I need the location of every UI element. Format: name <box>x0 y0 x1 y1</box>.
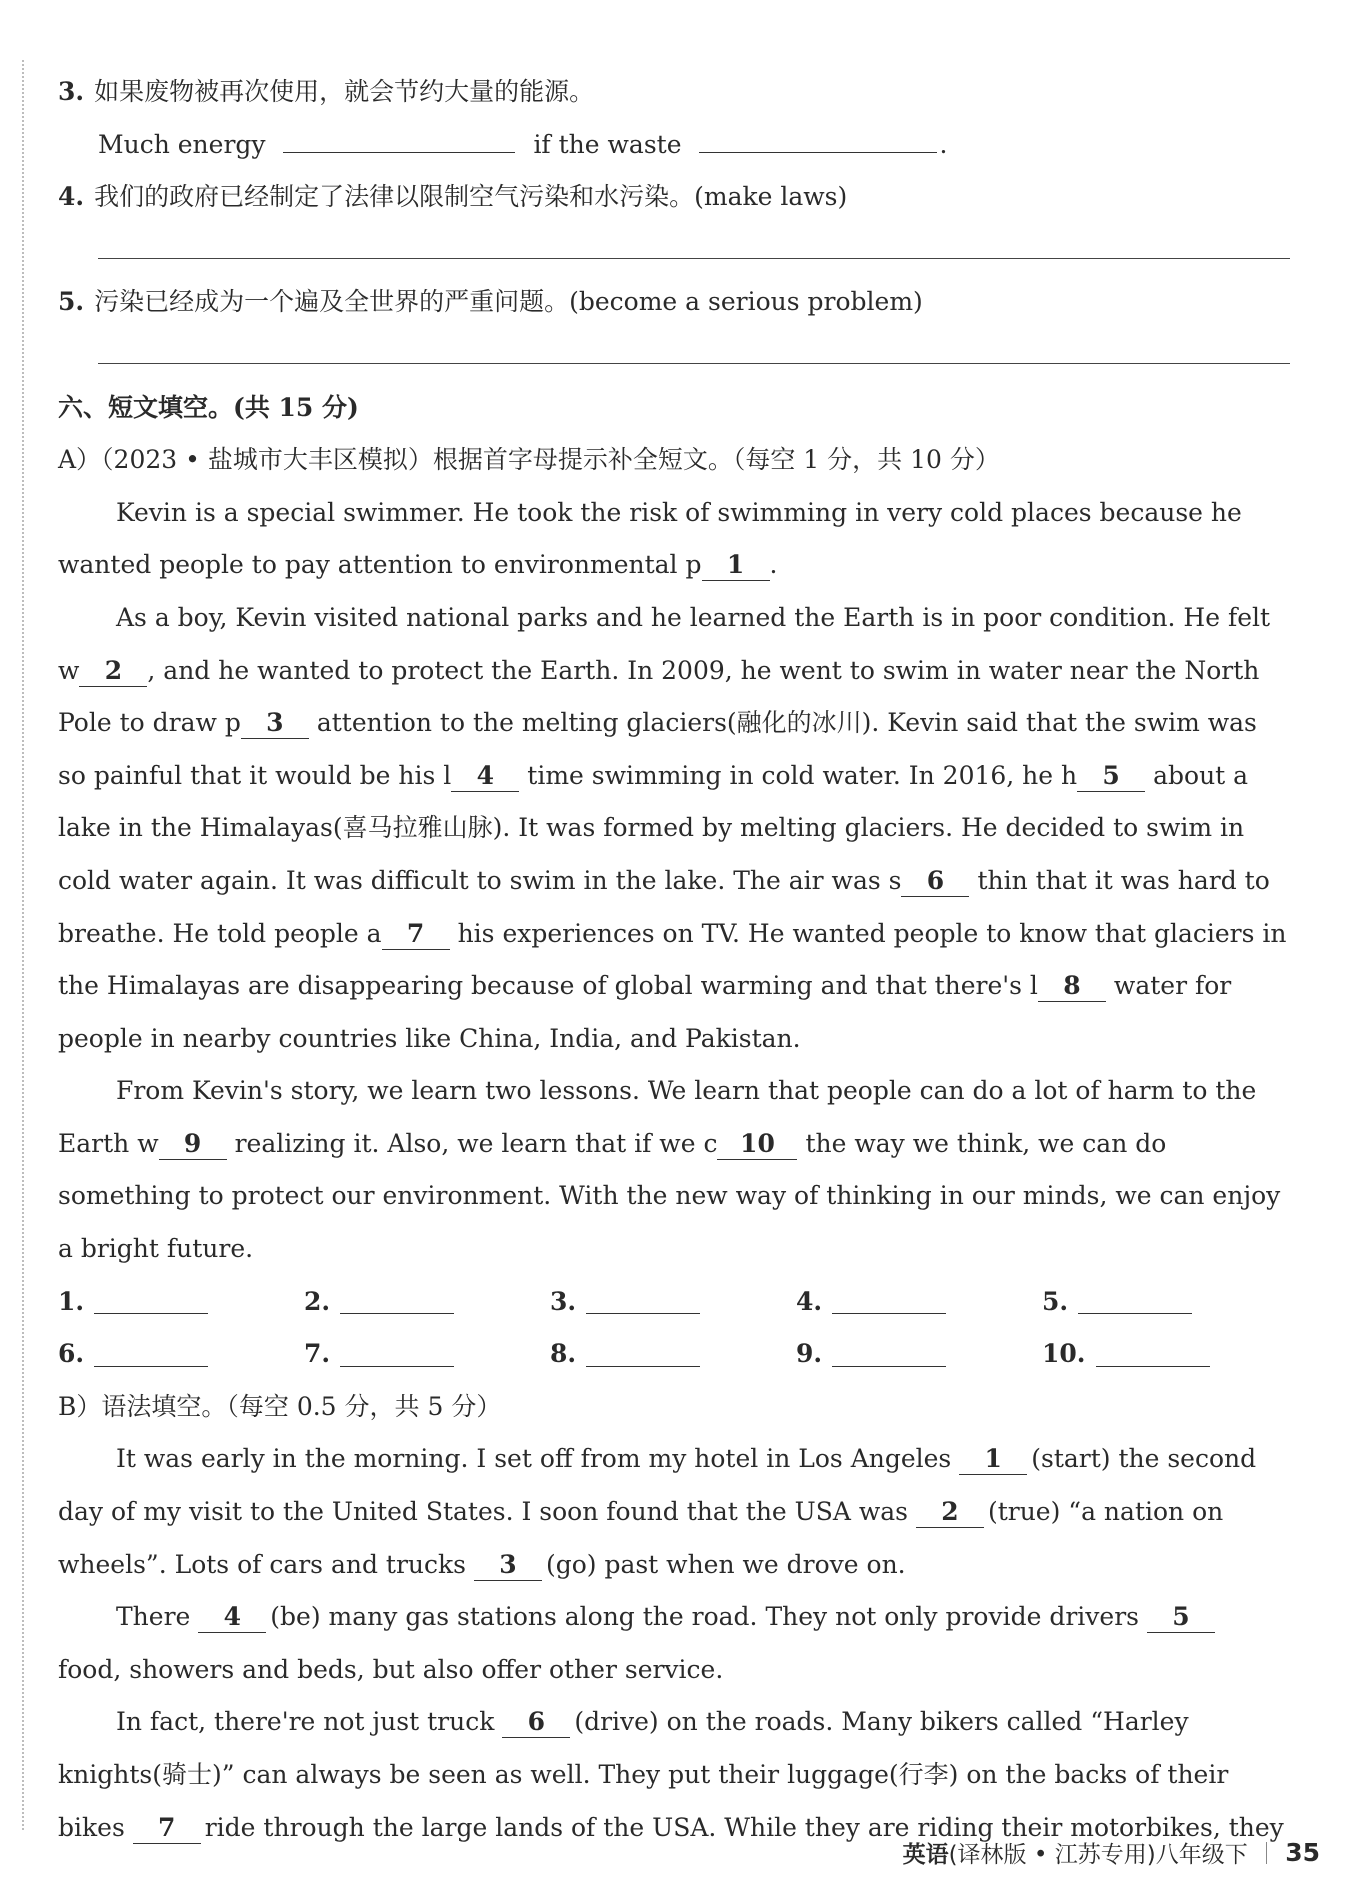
part-a-line-2: wanted people to pay attention to environmental p 1 . <box>58 550 778 580</box>
part-a-line-15: a bright future. <box>58 1234 254 1264</box>
page-number: 35 <box>1285 1838 1320 1867</box>
part-a-line-14: something to protect our environment. With the new way of thinking in our minds, we can enjoy <box>58 1181 1281 1211</box>
part-b-line-2: day of my visit to the United States. I soon found that the USA was 2 (true) “a nation on <box>58 1497 1224 1527</box>
answer-slot[interactable]: 10. <box>1042 1328 1288 1381</box>
footer-edition: (译林版 • 江苏专用)八年级下 <box>948 1842 1248 1868</box>
footer-divider <box>1266 1842 1268 1864</box>
part-b-line-8: bikes 7 ride through the large lands of the USA. While they are riding their motorbikes, they <box>58 1812 1284 1842</box>
answer-slot[interactable]: 8. <box>550 1328 796 1381</box>
margin-dotted-rule <box>22 60 24 1830</box>
page-footer <box>903 1836 1320 1869</box>
answer-slot[interactable]: 2. <box>304 1276 550 1329</box>
gap-a-2[interactable]: 2 <box>79 656 147 687</box>
item-3-sentence: Much energy if the waste . <box>58 119 1290 172</box>
answer-slot[interactable]: 7. <box>304 1328 550 1381</box>
gap-b-6[interactable]: 6 <box>502 1707 570 1738</box>
part-a-line-8: cold water again. It was difficult to swim in the lake. The air was s 6 thin that it was hard to <box>58 865 1270 895</box>
gap-a-4[interactable]: 4 <box>451 761 519 792</box>
gap-a-6[interactable]: 6 <box>901 866 969 897</box>
part-b-title: B）语法填空。（每空 0.5 分，共 5 分） <box>58 1391 502 1421</box>
part-b-line-3: wheels”. Lots of cars and trucks 3 (go) past when we drove on. <box>58 1549 906 1579</box>
item-4-answer-line[interactable] <box>58 224 1290 277</box>
item-4-prompt: 4. 我们的政府已经制定了法律以限制空气污染和水污染。(make laws) <box>58 182 848 212</box>
gap-b-2[interactable]: 2 <box>916 1497 984 1528</box>
gap-a-7[interactable]: 7 <box>382 919 450 950</box>
answer-slot[interactable]: 5. <box>1042 1276 1288 1329</box>
gap-b-7[interactable]: 7 <box>133 1813 201 1844</box>
part-a-line-9: breathe. He told people a 7 his experiences on TV. He wanted people to know that glaciers in <box>58 918 1287 948</box>
gap-b-3[interactable]: 3 <box>474 1550 542 1581</box>
section-6-title: 六、短文填空。(共 15 分) <box>58 392 359 422</box>
answer-slot[interactable]: 6. <box>58 1328 304 1381</box>
part-b-line-7: knights(骑士)” can always be seen as well. They put their luggage(行李) on the backs of their <box>58 1760 1229 1789</box>
part-a-line-7: lake in the Himalayas(喜马拉雅山脉). It was formed by melting glaciers. He decided to swim in <box>58 813 1245 843</box>
footer-subject: 英语 <box>902 1842 949 1868</box>
item-3-chinese: 如果废物被再次使用，就会节约大量的能源。 <box>94 77 595 106</box>
page-content <box>58 66 1290 1854</box>
gap-a-1[interactable]: 1 <box>702 550 770 581</box>
item-3-blank-2[interactable] <box>699 126 937 153</box>
part-b-line-1: It was early in the morning. I set off from my hotel in Los Angeles 1 (start) the second <box>116 1444 1257 1474</box>
item-3-prompt: 3. 如果废物被再次使用，就会节约大量的能源。 <box>58 77 595 106</box>
answer-slot[interactable]: 1. <box>58 1276 304 1329</box>
part-a-title: A）（2023 • 盐城市大丰区模拟）根据首字母提示补全短文。（每空 1 分，共 10 分） <box>58 445 1000 475</box>
answer-row-1 <box>58 1276 1290 1329</box>
item-5-prompt: 5. 污染已经成为一个遍及全世界的严重问题。(become a serious problem) <box>58 287 923 317</box>
item-5-chinese: 污染已经成为一个遍及全世界的严重问题。(become a serious problem) <box>94 287 923 317</box>
part-a-line-1: Kevin is a special swimmer. He took the risk of swimming in very cold places because he <box>116 497 1242 527</box>
gap-a-3[interactable]: 3 <box>241 708 309 739</box>
part-a-line-13: Earth w 9 realizing it. Also, we learn that if we c 10 the way we think, we can do <box>58 1128 1167 1158</box>
item-5-answer-line[interactable] <box>58 329 1290 382</box>
answer-slot[interactable]: 4. <box>796 1276 1042 1329</box>
part-b-line-5: food, showers and beds, but also offer other service. <box>58 1654 724 1684</box>
part-b-line-6: In fact, there're not just truck 6 (drive) on the roads. Many bikers called “Harley <box>116 1707 1189 1737</box>
part-a-line-11: people in nearby countries like China, India, and Pakistan. <box>58 1023 801 1053</box>
item-4-chinese: 我们的政府已经制定了法律以限制空气污染和水污染。(make laws) <box>94 182 848 212</box>
part-a-line-6: so painful that it would be his l 4 time swimming in cold water. In 2016, he h 5 about a <box>58 760 1249 790</box>
gap-b-5[interactable]: 5 <box>1147 1602 1215 1633</box>
gap-a-8[interactable]: 8 <box>1038 971 1106 1002</box>
part-b-line-4: There 4 (be) many gas stations along the road. They not only provide drivers 5 <box>58 1591 1290 1644</box>
gap-a-9[interactable]: 9 <box>159 1129 227 1160</box>
part-a-line-4: w 2 , and he wanted to protect the Earth. In 2009, he went to swim in water near the North <box>58 655 1260 685</box>
part-a-line-12: From Kevin's story, we learn two lessons. We learn that people can do a lot of harm to the <box>116 1076 1257 1106</box>
gap-b-4[interactable]: 4 <box>198 1602 266 1633</box>
answer-slot[interactable]: 9. <box>796 1328 1042 1381</box>
answer-row-2 <box>58 1328 1290 1381</box>
gap-a-5[interactable]: 5 <box>1077 761 1145 792</box>
gap-b-1[interactable]: 1 <box>959 1444 1027 1475</box>
part-a-line-5: Pole to draw p 3 attention to the melting glaciers(融化的冰川). Kevin said that the swim was <box>58 708 1257 738</box>
part-a-line-3: As a boy, Kevin visited national parks and he learned the Earth is in poor condition. He felt <box>116 602 1271 632</box>
part-a-line-10: the Himalayas are disappearing because of global warming and that there's l 8 water for <box>58 971 1232 1001</box>
gap-a-10[interactable]: 10 <box>717 1129 797 1160</box>
answer-slot[interactable]: 3. <box>550 1276 796 1329</box>
item-3-blank-1[interactable] <box>283 126 515 153</box>
